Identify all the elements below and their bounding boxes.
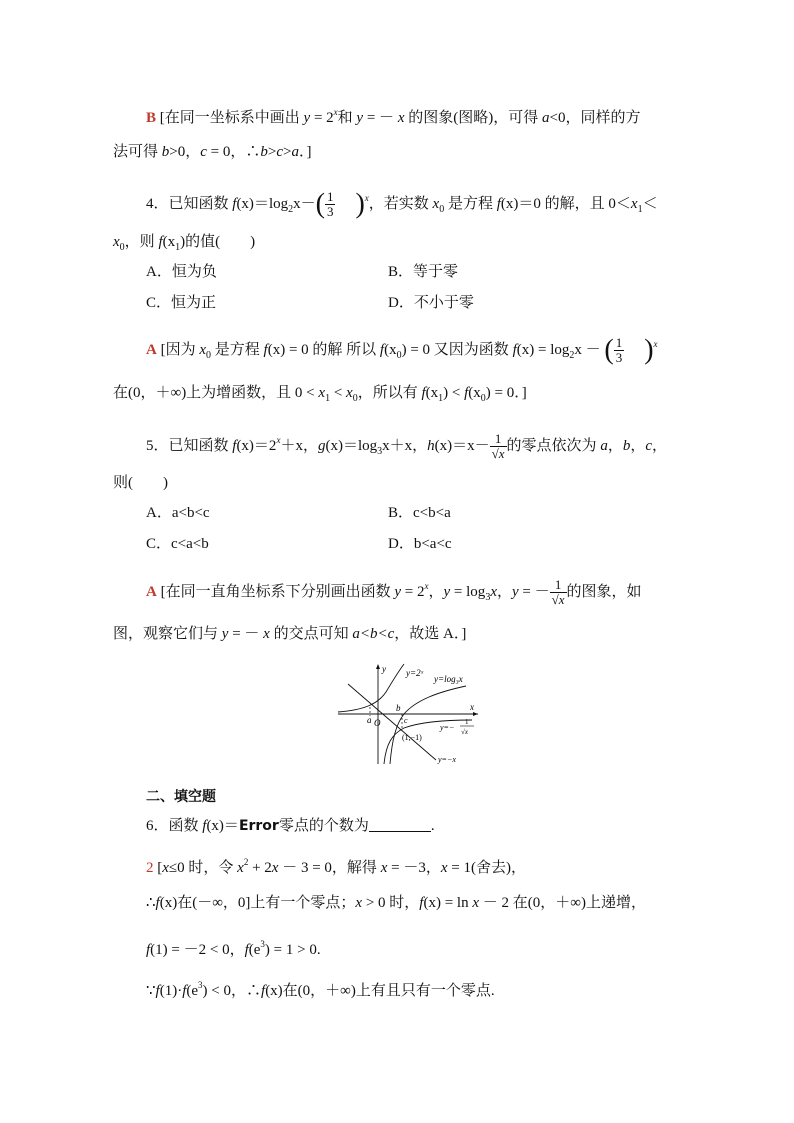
q5-option-d: D．b<a<c — [388, 536, 452, 552]
q6-answer-line1: 2 [x≤0 时，令 $x^2 + 2x - 3 = 0$，解得 x = －3，x = 1(舍去)， — [146, 857, 526, 876]
fraction: $\frac{1}{3}$ — [615, 335, 623, 366]
q5-option-b: B．c<b<a — [388, 505, 451, 521]
q5-answer-line1: A [在同一直角坐标系下分别画出函数 $y = 2^x$，$y = \log_3x$，y = － $\frac{1}{√x}$ 的图象，如 — [146, 577, 642, 608]
label-a: a — [367, 715, 372, 725]
label-point: (1,−1) — [402, 733, 422, 742]
q6-answer-line2: ∴f(x)在(－∞，0]上有一个零点；x > 0 时，f(x) = ln x － 2 在(0，＋∞)上递增， — [146, 895, 646, 911]
label-c: c — [404, 716, 408, 725]
q6-stem: 6．函数 f(x)＝Error零点的个数为 . — [146, 818, 435, 834]
q6-answer-line3: f(1) = －2 < 0，$f(e^3) = 1 > 0$. — [146, 939, 321, 958]
y-axis-arrow — [376, 664, 380, 669]
q4-stem-line1: 4．已知函数 $f(x)=\log_2x-$( $\frac{1}{3}$ )$^x$，若实数 $x_0$ 是方程 f(x)＝0 的解，且 $0<x_1<$ — [146, 188, 658, 220]
fraction: $\frac{1}{3}$ — [326, 189, 334, 220]
answer-letter: 2 — [146, 860, 154, 876]
q6-answer-line4: $\because f(1)\cdot f(e^3) < 0$，∴f(x)在(0，＋∞)上有且只有一个零点. — [146, 980, 495, 999]
label-b: b — [396, 703, 401, 713]
label-neg-recip-num: 1 — [465, 718, 469, 726]
q4-option-a: A．恒为负 — [146, 264, 217, 280]
q3-answer-line1: B [在同一坐标系中画出 $y = 2^x$和 y = － x 的图象(图略)，可得 a<0，同样的方 — [146, 107, 641, 126]
answer-blank — [369, 817, 431, 832]
q5-option-a: A．a<b<c — [146, 505, 210, 521]
label-neg-recip-den: √x — [461, 728, 468, 736]
label-y-axis: y — [382, 664, 386, 674]
function-graph-figure — [334, 660, 484, 768]
curve-log3-x — [390, 686, 466, 764]
label-x-axis: x — [470, 702, 474, 712]
q4-stem-line2: $x_0$，则 $f(x_1)$的值( ) — [113, 234, 256, 253]
curve-2-power-x — [338, 664, 404, 712]
section-title: 二、填空题 — [146, 789, 216, 805]
q5-answer-line2: 图，观察它们与 y = － x 的交点可知 a<b<c，故选 A．] — [113, 626, 467, 642]
x-axis-arrow — [473, 712, 478, 716]
label-neg-recip: y=− — [440, 723, 455, 732]
q5-option-c: C．c<a<b — [146, 536, 209, 552]
answer-letter: B — [146, 110, 157, 126]
q4-option-b: B．等于零 — [388, 264, 459, 280]
label-2-power-x: y=2ˣ — [406, 668, 424, 678]
error-text: Error — [238, 818, 279, 834]
fraction: $\frac{1}{√x}$ — [551, 577, 565, 608]
label-origin: O — [374, 718, 381, 728]
fraction: $\frac{1}{√x}$ — [491, 431, 505, 462]
answer-letter: A — [146, 584, 157, 600]
answer-letter: A — [146, 342, 157, 358]
label-log3-x: y=log₃x — [434, 674, 463, 684]
q5-stem-line2: 则( ) — [113, 475, 168, 491]
q4-answer-line1: A [因为 $x_0$ 是方程 f(x) = 0 的解 所以 $f(x_0) = 0$ 又因为函数 $f(x) = \log_2x$ － ( $\frac{1}{3}$ )$^x$ — [146, 334, 658, 366]
q4-answer-line2: 在(0，＋∞)上为增函数，且 $0 < x_1 < x_0$，所以有 $f(x_1) < f(x_0) = 0$．] — [113, 385, 527, 404]
q3-answer-line2: 法可得 b>0，c = 0，∴b>c>a．] — [113, 144, 312, 160]
label-neg-x: y=−x — [438, 755, 456, 764]
q4-option-c: C．恒为正 — [146, 295, 217, 311]
q4-option-d: D．不小于零 — [388, 295, 474, 311]
q5-stem-line1: 5．已知函数 $f(x)=2^x+x$，$g(x)=\log_3x+x$，h(x)＝x－ $\frac{1}{√x}$ 的零点依次为 a，b，c， — [146, 431, 668, 462]
